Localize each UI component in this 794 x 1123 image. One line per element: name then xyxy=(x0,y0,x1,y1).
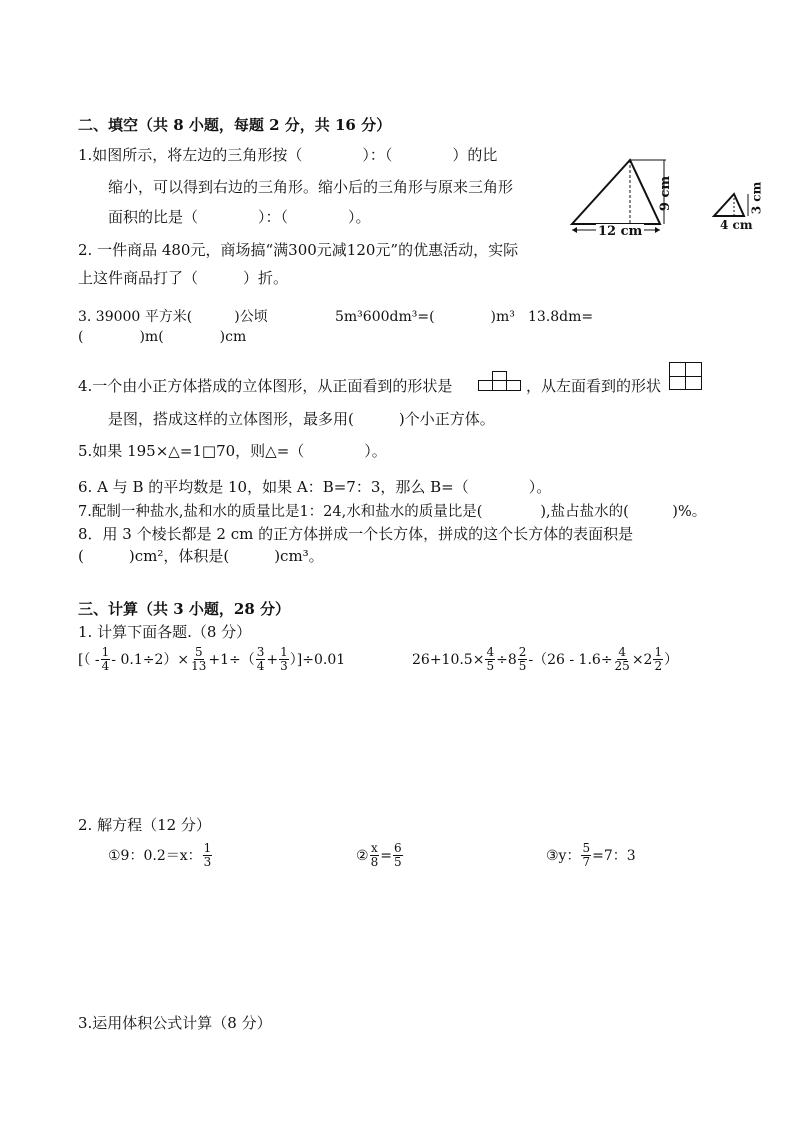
part3-title: 3.运用体积公式计算（8 分） xyxy=(78,1014,272,1032)
q4-part2: ，从左面看到的形状 xyxy=(526,377,662,395)
part2-title: 2. 解方程（12 分） xyxy=(78,816,211,834)
front-view-shape xyxy=(478,371,522,391)
small-height-label: 3 cm xyxy=(749,181,764,215)
q2-line1: 2. 一件商品 480元，商场搞“满300元减120元”的优惠活动，实际 xyxy=(78,241,519,259)
expression-1: [（ - $\frac{1}{4}$ - 0.1÷2）× $\frac{5}{13}$ +1÷（ $\frac{3}{4}$ + $\frac{1}{3}$ ）]÷0.01 xyxy=(78,645,346,673)
section-title-calculation: 三、计算（共 3 小题，28 分） xyxy=(78,600,290,618)
q4-part1: 4.一个由小正方体搭成的立体图形，从正面看到的形状是 xyxy=(78,377,453,395)
small-triangle xyxy=(714,194,744,216)
big-triangle xyxy=(572,160,660,224)
expression-2: 26+10.5× $\frac{4}{5}$ ÷8 $\frac{2}{5}$ -（26 - 1.6÷ $\frac{4}{25}$ ×2 $\frac{1}{2}$ ） xyxy=(412,645,679,673)
left-view-shape xyxy=(669,362,702,390)
equation-3: ③y： $\frac{5}{7}$ =7：3 xyxy=(546,841,636,869)
q3-line2: ( )m( )cm xyxy=(78,329,247,345)
section-title-fill-blank: 二、填空（共 8 小题，每题 2 分，共 16 分） xyxy=(78,116,392,134)
big-height-label: 9 cm xyxy=(658,175,674,212)
equation-2: ② $\frac{x}{8}$ = $\frac{6}{5}$ xyxy=(356,841,402,869)
q7: 7.配制一种盐水,盐和水的质量比是1：24,水和盐水的质量比是( ),盐占盐水的( )%。 xyxy=(78,504,707,520)
q4-line2: 是图，搭成这样的立体图形，最多用( )个小正方体。 xyxy=(108,410,495,428)
small-base-label: 4 cm xyxy=(720,218,753,232)
q5: 5.如果 195×△=1□70，则△=（ ）。 xyxy=(78,442,387,460)
q1-line2: 缩小，可以得到右边的三角形。缩小后的三角形与原来三角形 xyxy=(108,178,514,196)
q8-line2: ( )cm²，体积是( )cm³。 xyxy=(78,547,324,565)
q6: 6. A 与 B 的平均数是 10，如果 A：B=7：3，那么 B=（ ）。 xyxy=(78,478,552,496)
q3-part1: 3. 39000 平方米( )公顷 xyxy=(78,309,268,325)
big-base-label: 12 cm xyxy=(598,224,643,239)
q3-part2: 5m³600dm³=( )m³ xyxy=(335,309,515,325)
q1-line3: 面积的比是（ ）：（ ）。 xyxy=(108,208,371,226)
equation-1: ①9：0.2＝x： $\frac{1}{3}$ xyxy=(108,841,212,869)
part1-title: 1. 计算下面各题.（8 分） xyxy=(78,623,252,641)
q1-line1: 1.如图所示，将左边的三角形按（ ）：（ ）的比 xyxy=(78,146,498,164)
q8-line1: 8．用 3 个棱长都是 2 cm 的正方体拼成一个长方体，拼成的这个长方体的表面积是 xyxy=(78,525,634,543)
q3-part3: 13.8dm= xyxy=(528,309,594,325)
q2-line2: 上这件商品打了（ ）折。 xyxy=(78,269,289,287)
